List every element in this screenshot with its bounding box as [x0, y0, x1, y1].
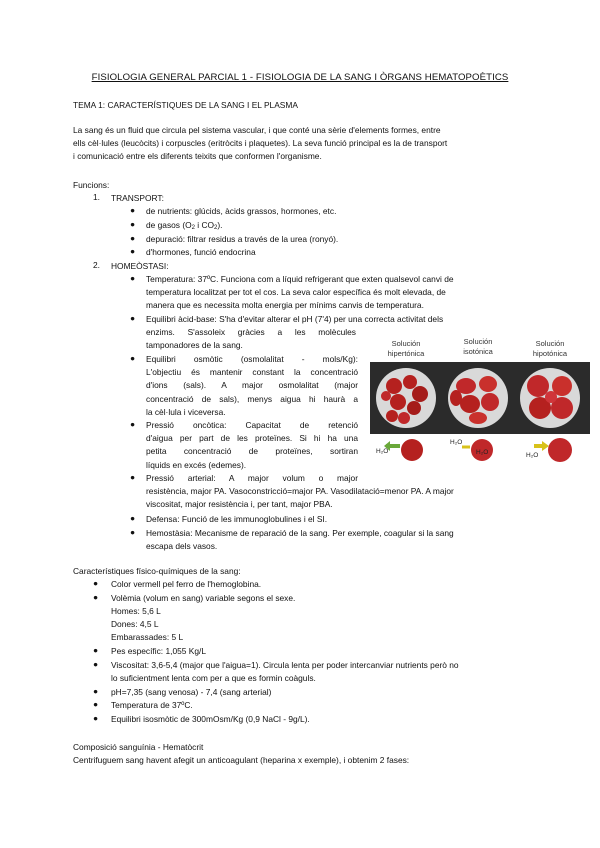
svg-text:H₂O: H₂O: [450, 439, 463, 446]
fq-volemia: Volèmia (volum en sang) variable segons el sexe.: [111, 593, 296, 603]
normal-cells: [448, 368, 508, 428]
comp-text: Centrifuguem sang havent afegit un anticoagulant (heparina x exemple), i obtenim 2 fases:: [73, 755, 410, 765]
bullet-icon: ●: [130, 527, 136, 537]
bullet-icon: ●: [130, 246, 136, 256]
intro-line: La sang és un fluid que circula pel sistema vascular, i que conté una sèrie d'elements formes, entre: [73, 125, 441, 135]
fq-temp: Temperatura de 37ºC.: [111, 700, 193, 710]
fq-embarassades: Embarassades: 5 L: [111, 632, 184, 642]
bottom-hipertonica: [376, 439, 423, 461]
fq-heading: Característiques físico-químiques de la sang:: [73, 566, 241, 576]
transport-gasos: de gasos ($O_2$ i $CO_2$).: [146, 220, 223, 231]
fq-pes: Pes específic: 1,055 Kg/L: [111, 646, 206, 656]
homeostasi-arterial: Pressió arterial: A major volum o major resistència, major PA. Vasoconstricció=major PA. Vasodilatació=menor PA. A major viscositat, major resistència i, per tant, major PBA.: [146, 473, 454, 510]
transport-hormones: d'hormones, funció endocrina: [146, 247, 256, 257]
osmosis-illustration: [370, 336, 590, 470]
label-hipotonica-2: hipotónica: [532, 349, 568, 358]
transport-depuracio: depuració: filtrar residus a través de la urea (ronyó).: [146, 234, 339, 244]
svg-text:H₂O: H₂O: [376, 448, 389, 455]
bullet-icon: ●: [130, 472, 136, 482]
svg-text:H₂O: H₂O: [526, 452, 539, 459]
bullet-icon: ●: [93, 592, 99, 602]
bullet-icon: ●: [93, 699, 99, 709]
bullet-icon: ●: [93, 713, 99, 723]
osmosis-figure: [370, 336, 590, 470]
fq-homes: Homes: 5,6 L: [111, 606, 161, 616]
list-number: 2.: [93, 260, 100, 270]
section-heading-tema1: TEMA 1: CARACTERÍSTIQUES DE LA SANG I EL PLASMA: [73, 100, 298, 110]
bottom-isotonica: [450, 439, 493, 461]
bullet-icon: ●: [130, 353, 136, 363]
bullet-icon: ●: [93, 659, 99, 669]
document-title: FISIOLOGIA GENERAL PARCIAL 1 - FISIOLOGIA DE LA SANG I ÒRGANS HEMATOPOÈTICS: [91, 72, 509, 83]
homeostasi-acid-base: Equilibri àcid-base: S'ha d'evitar alterar el pH (7'4) per una correcta activitat dels enzims. S'assoleix gràcies a les molècules tamponadores de la sang.: [146, 314, 444, 351]
bullet-icon: ●: [93, 645, 99, 655]
fq-ph: pH=7,35 (sang venosa) - 7,4 (sang arterial): [111, 687, 272, 697]
bullet-icon: ●: [93, 578, 99, 588]
transport-nutrients: de nutrients: glúcids, àcids grassos, hormones, etc.: [146, 206, 337, 216]
homeostasi-hemostasia: Hemostàsia: Mecanisme de reparació de la sang. Per exemple, coagular si la sang escapa dels vasos.: [146, 528, 454, 552]
bullet-icon: ●: [130, 313, 136, 323]
label-isotonica-1: Solución: [463, 337, 493, 346]
bullet-icon: ●: [93, 686, 99, 696]
intro-line: i comunicació entre els diferents teixits que conformen l'organisme.: [73, 151, 322, 161]
homeostasi-oncotica: Pressió oncòtica: Capacitat de retenció d'aigua per part de les proteïnes. Si hi ha una petita concentració de proteïnes, sortiran líquids en excés (edemes).: [146, 420, 358, 470]
bullet-icon: ●: [130, 233, 136, 243]
list-number: 1.: [93, 192, 100, 202]
homeostasi-osmotic: Equilibri osmòtic (osmolalitat - mols/Kg): L'objectiu és mantenir constant la concentració d'ions (sals). A major osmolalitat (major concentració de sals), menys aigua hi haurà a la cèl·lula i viceversa.: [146, 354, 358, 417]
svg-text:H₂O: H₂O: [476, 449, 489, 456]
crenated-cells: [376, 368, 436, 428]
comp-heading: Composició sanguínia - Hematòcrit: [73, 742, 204, 752]
label-hipertonica-1: Solución: [391, 339, 421, 348]
homeostasi-defensa: Defensa: Funció de les immunoglobulines i el SI.: [146, 514, 328, 524]
intro-line: ells cèl·lules (leucòcits) i corpuscles (eritròcits i plaquetes). La seva funció principal es la de transport: [73, 138, 448, 148]
fq-dones: Dones: 4,5 L: [111, 619, 159, 629]
transport-label: TRANSPORT:: [111, 193, 164, 203]
bullet-icon: ●: [130, 205, 136, 215]
homeostasi-temperatura: Temperatura: 37ºC. Funciona com a líquid refrigerant que exten qualsevol canvi de temperatura localitzat per tot el cos. La seva calor específica és molt elevada, de manera que es necessita molta energia per mínims canvis de temperatura.: [146, 274, 454, 311]
swollen-cells: [520, 368, 580, 428]
intro-paragraph: [73, 124, 527, 163]
label-hipertonica-2: hipertónica: [387, 349, 425, 358]
fq-viscositat: Viscositat: 3,6-5,4 (major que l'aigua=1). Circula lenta per poder intercanviar nutrients però no lo suficientment lenta com per a que es formin coàguls.: [111, 660, 459, 683]
bullet-icon: ●: [130, 513, 136, 523]
bullet-icon: ●: [130, 273, 136, 283]
fq-iso: Equilibri isosmòtic de 300mOsm/Kg (0,9 NaCl - 9g/L).: [111, 714, 310, 724]
bullet-icon: ●: [130, 419, 136, 429]
label-isotonica-2: isotónica: [463, 347, 493, 356]
funcions-heading: Funcions:: [73, 180, 110, 190]
bullet-icon: ●: [130, 219, 136, 229]
homeostasi-label: HOMEÒSTASI:: [111, 261, 169, 271]
fq-color: Color vermell pel ferro de l'hemoglobina.: [111, 579, 262, 589]
bottom-hipotonica: [526, 438, 572, 462]
label-hipotonica-1: Solución: [535, 339, 565, 348]
